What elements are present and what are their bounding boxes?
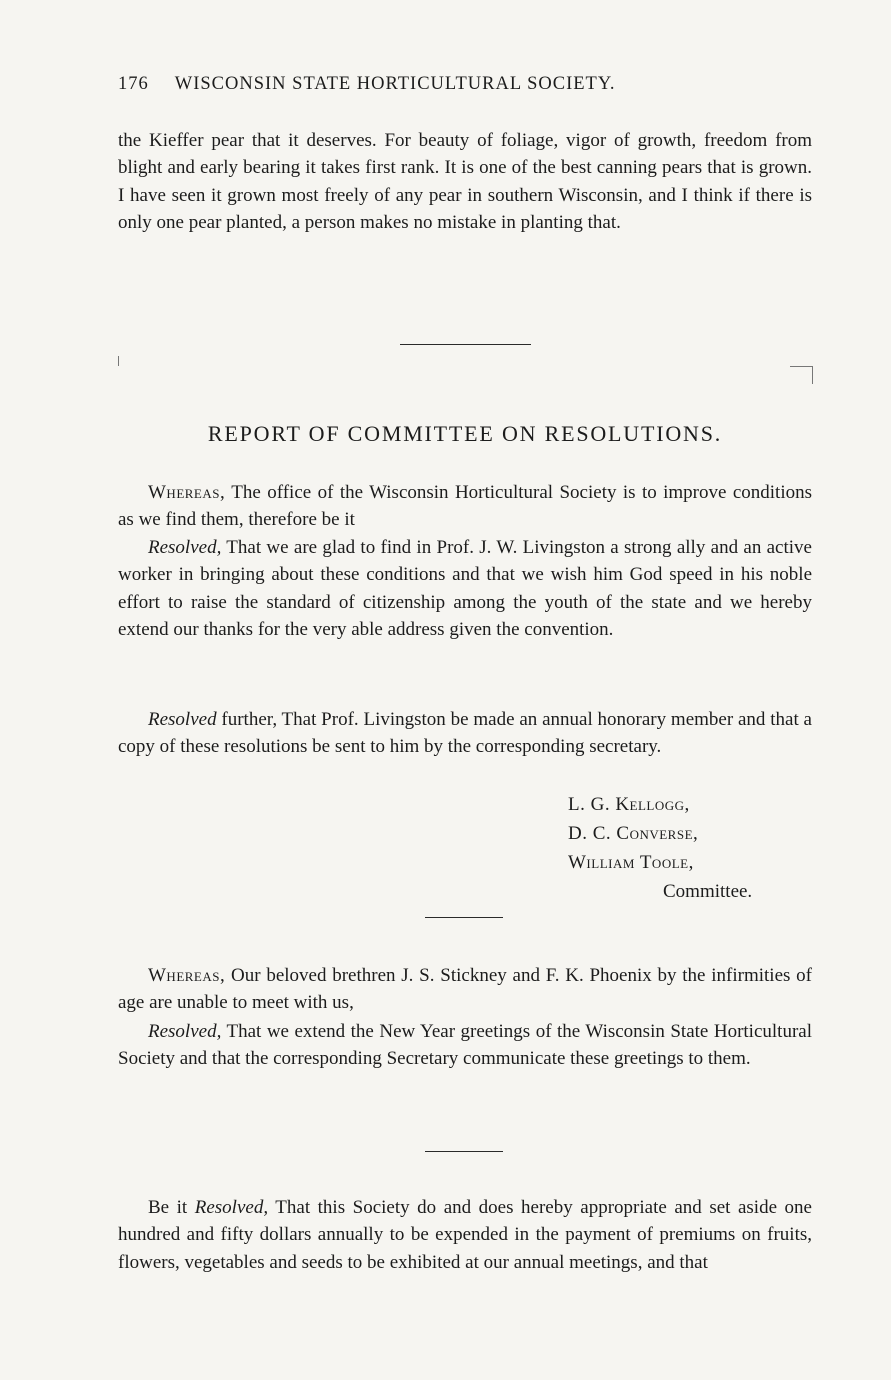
greetings-resolved-text: That we extend the New Year greetings of the Wisconsin State Horticultural Society and that the corresponding Secretary communicate these greetings to them. [118, 1021, 812, 1070]
signature-converse: D. C. Converse, [568, 823, 699, 844]
resolved-text-2: further, That Prof. Livingston be made an annual honorary member and that a copy of these resolutions be sent to him by the corresponding secretary. [118, 709, 812, 758]
resolved-paragraph-1 [118, 534, 812, 643]
divider-2 [425, 917, 503, 918]
greetings-resolved-paragraph [118, 1018, 812, 1073]
signature-block [568, 790, 798, 906]
resolved-lead-1: Resolved, [148, 537, 222, 558]
resolved-text-1: That we are glad to find in Prof. J. W. Livingston a strong ally and an active worker in bringing about these conditions and that we wish him God speed in his noble effort to raise the standard of citizenship among the youth of the state and we hereby extend our thanks for the very able address given the convention. [118, 537, 812, 640]
running-header [118, 74, 778, 95]
signature-toole: William Toole, [568, 852, 694, 873]
greetings-whereas-text: Our beloved brethren J. S. Stickney and F. K. Phoenix by the infirmities of age are unable to meet with us, [118, 965, 812, 1014]
committee-label: Committee. [663, 881, 753, 902]
appropriation-paragraph [118, 1194, 812, 1276]
whereas-text: The office of the Wisconsin Horticultural Society is to improve conditions as we find them, therefore be it [118, 482, 812, 531]
section-title: REPORT OF COMMITTEE ON RESOLUTIONS. [207, 421, 723, 446]
intro-paragraph: the Kieffer pear that it deserves. For beauty of foliage, vigor of growth, freedom from blight and early bearing it takes first rank. It is one of the best canning pears that is grown. I have seen it grown most freely of any pear in southern Wisconsin, and I think if there is only one pear planted, a person makes no mistake in planting that. [118, 130, 812, 233]
section-divider [400, 344, 531, 345]
whereas-paragraph [118, 479, 812, 534]
page-number: 176 [118, 74, 149, 94]
scan-mark-left [118, 356, 119, 366]
appropriation-text: That this Society do and does hereby appropriate and set aside one hundred and fifty dollars annually to be expended in the payment of premiums on fruits, flowers, vegetables and seeds to be exhibited at our annual meetings, and that [118, 1197, 812, 1273]
running-title: WISCONSIN STATE HORTICULTURAL SOCIETY. [174, 74, 616, 94]
greetings-whereas-lead: Whereas, [148, 965, 226, 986]
whereas-lead: Whereas, [148, 482, 226, 503]
divider-3 [425, 1151, 503, 1152]
greetings-resolved-lead: Resolved, [148, 1021, 222, 1042]
resolved-paragraph-2 [118, 706, 812, 761]
appropriation-resolved-lead: Resolved, [194, 1197, 269, 1218]
greetings-whereas-paragraph [118, 962, 812, 1017]
scan-mark-right [790, 366, 812, 367]
scan-mark-right-tick [812, 366, 813, 384]
resolved-lead-2: Resolved [148, 709, 217, 730]
signature-kellogg: L. G. Kellogg, [568, 794, 690, 815]
appropriation-prefix: Be it [148, 1197, 195, 1218]
